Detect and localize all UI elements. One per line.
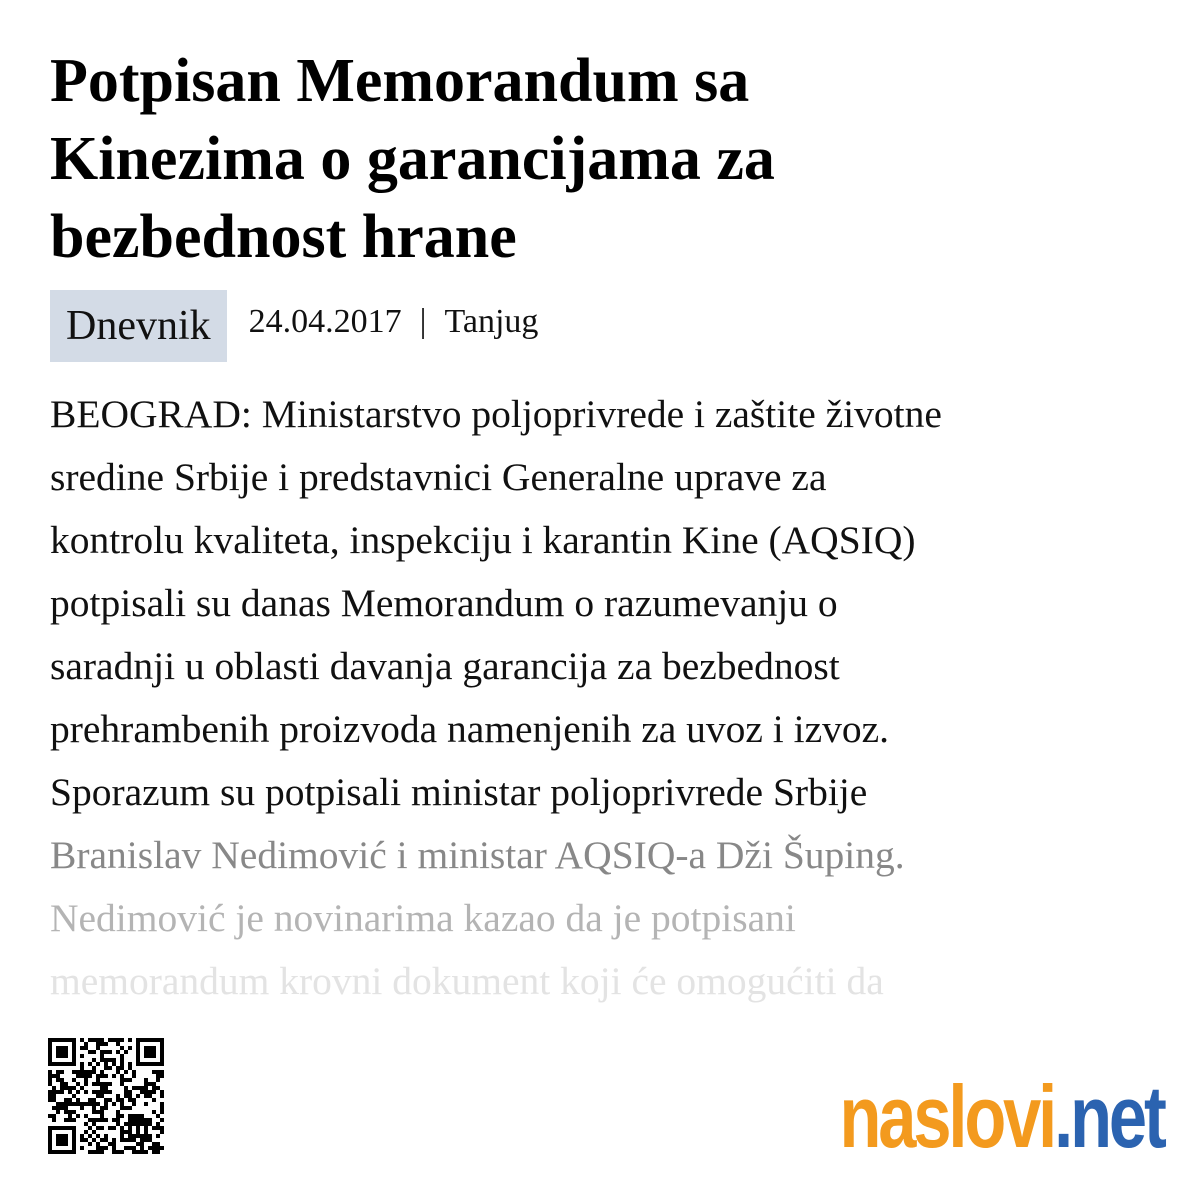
meta-separator: | <box>419 303 427 340</box>
body-line: memorandum krovni dokument koji će omogućiti da <box>50 959 884 1003</box>
qr-code-icon[interactable] <box>48 1038 164 1154</box>
headline-line: Kinezima o garancijama za <box>50 125 775 193</box>
headline-line: Potpisan Memorandum sa <box>50 47 750 115</box>
body-line: Sporazum su potpisali ministar poljoprivrede Srbije <box>50 770 868 814</box>
article-meta <box>50 290 538 362</box>
body-line: saradnji u oblasti davanja garancija za bezbednost <box>50 644 840 688</box>
publish-date: 24.04.2017 <box>248 303 402 340</box>
body-line: sredine Srbije i predstavnici Generalne uprave za <box>50 455 827 499</box>
body-line: BEOGRAD: Ministarstvo poljoprivrede i zaštite životne <box>50 392 942 436</box>
body-line: Nedimović je novinarima kazao da je potpisani <box>50 896 796 940</box>
body-line: kontrolu kvaliteta, inspekciju i karantin Kine (AQSIQ) <box>50 518 916 562</box>
logo-text-naslovi: naslovi <box>839 1067 1055 1166</box>
logo-text-net: .net <box>1054 1067 1164 1166</box>
body-line: prehrambenih proizvoda namenjenih za uvoz i izvoz. <box>50 707 890 751</box>
headline-line: bezbednost hrane <box>50 203 517 271</box>
body-line: potpisali su danas Memorandum o razumevanju o <box>50 581 838 625</box>
article-headline <box>50 42 1110 276</box>
meta-info <box>249 302 539 342</box>
source-badge[interactable]: Dnevnik <box>50 290 227 362</box>
article-body <box>50 383 1160 1005</box>
naslovi-logo[interactable] <box>840 1062 1164 1172</box>
body-line: Branislav Nedimović i ministar AQSIQ-a Dži Šuping. <box>50 833 905 877</box>
news-agency: Tanjug <box>444 303 539 340</box>
